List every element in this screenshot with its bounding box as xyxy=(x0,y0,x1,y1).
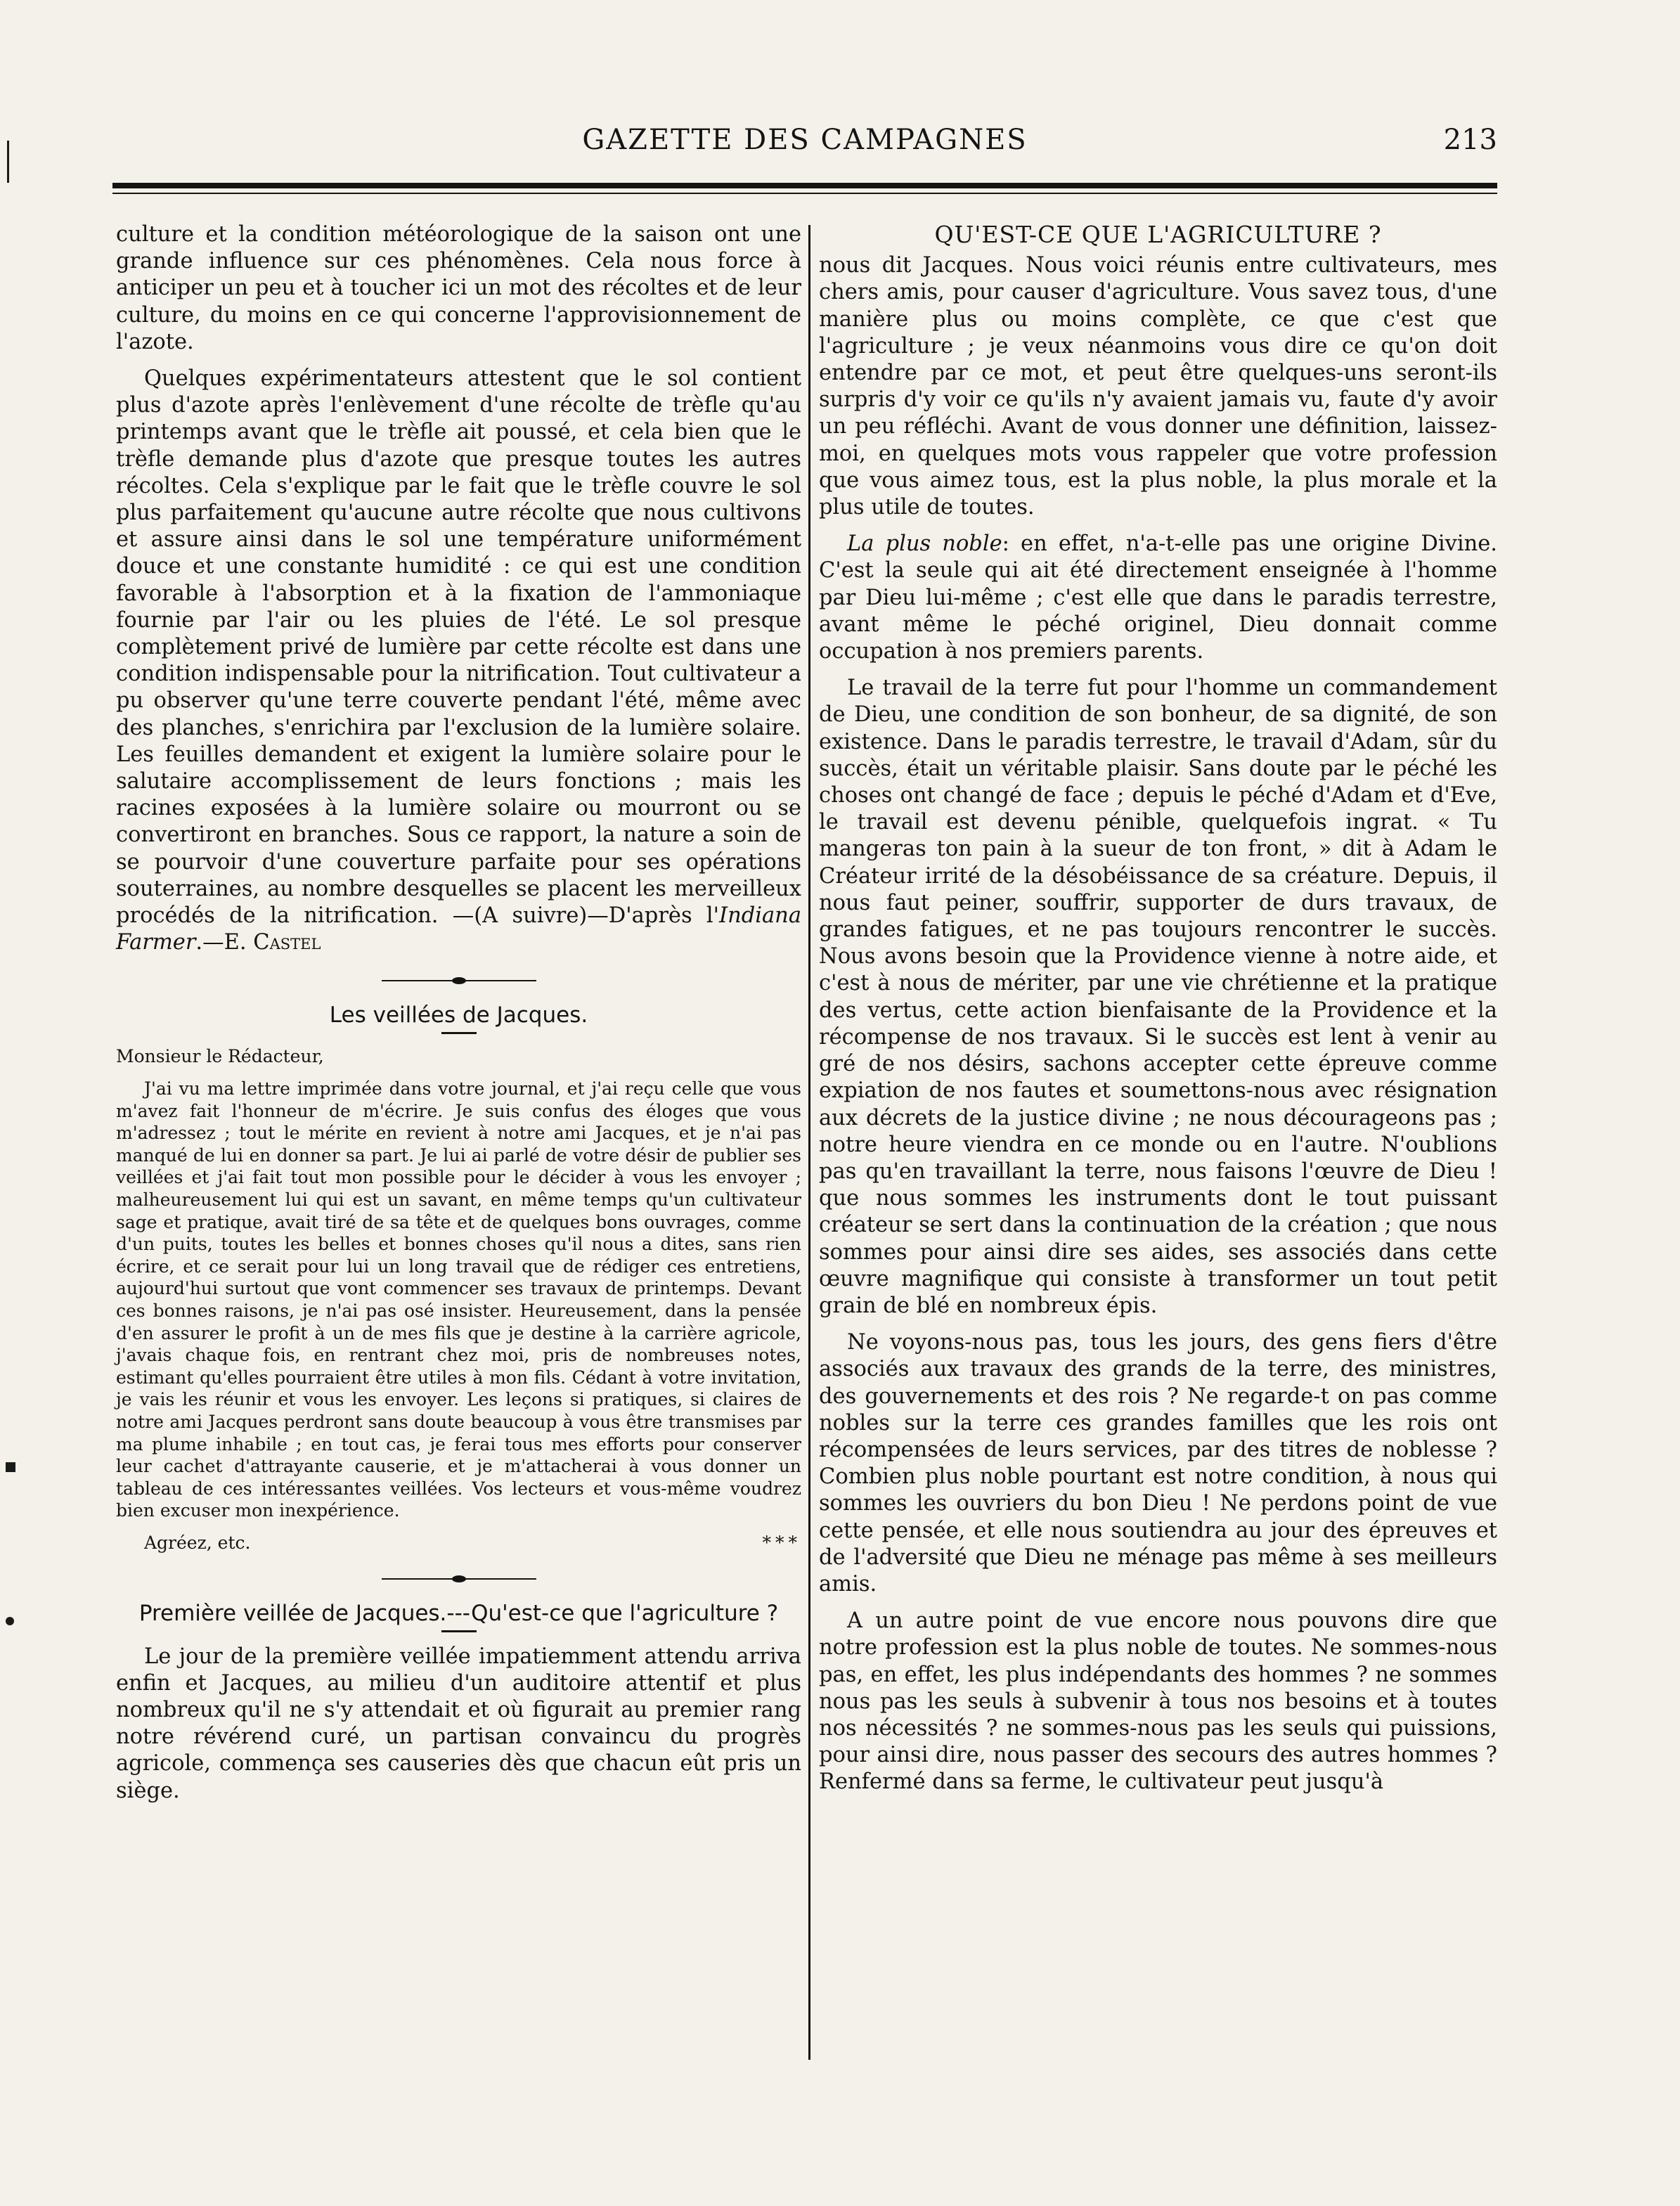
credit-source: Indiana Farmer xyxy=(116,903,802,955)
section-heading-agriculture: QU'EST-CE QUE L'AGRICULTURE ? xyxy=(934,221,1382,248)
right-paragraph-3: Le travail de la terre fut pour l'homme un commandement de Dieu, une condition de son bonheur, de sa dignité, de son existence. Dans le paradis terrestre, le travail d'Adam, sûr du succès, était un véritable plaisir. Sans doute par le péché les choses ont changé de face ; depuis le péché d'Adam et d'Eve, le travail est devenu pénible, quelquefois ingrat. « Tu mangeras ton pain à la sueur de ton front, » dit à Adam le Créateur irrité de la désobéissance de sa créature. Depuis, il nous faut peiner, souffrir, supporter de durs travaux, de grandes fatigues, et ne pas toujours rencontrer le succès. Nous avons besoin que la Providence vienne à notre aide, et c'est à nous de mériter, par une vie chrétienne et la pratique des vertus, cette action bienfaisante de la Providence et la récompense de nos travaux. Si le succès est lent à venir au gré de nos désirs, sachons accepter cette épreuve comme expiation de nos fautes et soumettons-nous avec résignation aux décrets de la justice divine ; ne nous décourageons pas ; notre heure viendra en ce monde ou en l'autre. N'oublions pas qu'en travaillant la terre, nous faisons l'œuvre de Dieu ! que nous sommes les instruments dont le tout puissant créateur se sert dans la continuation de la création ; que nous sommes pour ainsi dire ses aides, ses associés dans cette œuvre magnifique qui consiste à transformer un tout petit grain de blé en nombreux épis. xyxy=(819,676,1497,1318)
right-paragraph-2-text: : en effet, n'a-t-elle pas une origine Divine. C'est la seule qui ait été directement enseignée à l'homme par Dieu lui-même ; c'est elle que dans le paradis terrestre, avant même le péché originel, Dieu donnait comme occupation à nos premiers parents. xyxy=(819,531,1497,664)
right-paragraph-2 xyxy=(819,531,1497,665)
margin-mark-3 xyxy=(6,1617,14,1625)
header-rule-thin xyxy=(112,193,1497,194)
left-paragraph-2 xyxy=(116,366,801,956)
credit-author: Castel xyxy=(253,930,321,955)
left-paragraph-1: culture et la condition météorologique de la saison ont une grande influence sur ces phénomènes. Cela nous force à anticiper un peu et à toucher ici un mot des récoltes et de leur culture, du moins en ce qui concerne l'approvisionnement de l'azote. xyxy=(116,222,801,354)
left-column xyxy=(116,221,801,1814)
page-header xyxy=(112,120,1497,162)
credit-mid: .—E. xyxy=(195,930,254,955)
letter-body: J'ai vu ma lettre imprimée dans votre journal, et j'ai reçu celle que vous m'avez fait l'honneur de m'écrire. Je suis confus des éloges que vous m'adressez ; tout le mérite en revient à notre ami Jacques, et je n'ai pas manqué de lui en donner sa part. Je lui ai parlé de votre désir de publier ses veillées et j'ai fait tout mon possible pour le décider à vous les envoyer ; malheureusement lui qui est un savant, en même temps qu'un cultivateur sage et pratique, avait tiré de sa tête et de quelques bons ouvrages, comme d'un puits, toutes les belles et bonnes choses qu'il nous a dites, sans rien écrire, et ce serait pour lui un long travail que de rédiger ces entretiens, aujourd'hui surtout que vont commencer ses travaux de printemps. Devant ces bonnes raisons, je n'ai pas osé insister. Heureusement, dans la pensée d'en assurer le profit à un de mes fils que je destine à la carrière agricole, j'avais chaque fois, en rentrant chez moi, pris de nombreuses notes, estimant qu'elles pourraient être utiles à mon fils. Cédant à votre invitation, je vais les réunir et vous les envoyer. Les leçons si pratiques, si claires de notre ami Jacques perdront sans doute beaucoup à vous être transmises par ma plume inhabile ; en tout cas, je ferai tous mes efforts pour conserver leur cachet d'attrayante causerie, et je m'attacherai à vous donner un tableau de ces intéressantes veillées. Vos lecteurs et vous-même voudrez bien excuser mon inexpérience. xyxy=(116,1078,801,1521)
right-paragraph-5: A un autre point de vue encore nous pouvons dire que notre profession est la plus noble de toutes. Ne sommes-nous pas, en effet, les plus indépendants des hommes ? ne sommes nous pas les seuls à subvenir à tous nos besoins et à toutes nos nécessités ? ne sommes-nous pas les seuls qui puissions, pour ainsi dire, nous passer des secours des autres hommes ? Renfermé dans sa ferme, le cultivateur peut jusqu'à xyxy=(819,1608,1497,1795)
letter-salutation: Monsieur le Rédacteur, xyxy=(116,1046,324,1067)
right-column xyxy=(819,221,1497,1806)
heading-dash-1 xyxy=(441,1032,477,1034)
page-number: 213 xyxy=(1443,124,1497,156)
credit-prefix: —(A suivre)—D'après l' xyxy=(452,903,720,929)
heading-dash-2 xyxy=(441,1630,477,1632)
section-heading-veillees: Les veillées de Jacques. xyxy=(329,1002,588,1028)
section-ornament-1 xyxy=(382,977,536,984)
column-divider xyxy=(808,225,810,2060)
right-paragraph-1: nous dit Jacques. Nous voici réunis entre cultivateurs, mes chers amis, pour causer d'agriculture. Vous savez tous, d'une manière plus ou moins complète, ce que c'est que l'agriculture ; je veux néanmoins vous dire ce qu'on doit entendre par ce mot, et peut être quelques-uns seront-ils surpris d'y voir ce qu'ils n'y avaient jamais vu, faute d'y avoir un peu réfléchi. Avant de vous donner une définition, laissez-moi, en quelques mots vous rappeler que votre profession que vous aimez tous, est la plus noble, la plus morale et la plus utile de toutes. xyxy=(819,253,1497,520)
right-paragraph-2-italic: La plus noble xyxy=(847,531,1002,557)
closing-text: Agréez, etc. xyxy=(144,1532,251,1553)
margin-mark-2 xyxy=(6,1462,15,1472)
signature-stars: *** xyxy=(762,1532,801,1553)
left-paragraph-2-text: Quelques expérimentateurs attestent que le sol contient plus d'azote après l'enlèvement d'une récolte de trèfle qu'au printemps avant que le trèfle ait poussé, et cela bien que le trèfle demande plus d'azote que presque toutes les autres récoltes. Cela s'explique par le fait que le trèfle couvre le sol plus parfaitement qu'aucune autre récolte que nous cultivons et assure ainsi dans le sol une température uniformément douce et une constante humidité : ce qui est une condition favorable à l'absorption et à la fixation de l'ammoniaque fournie par l'air ou les pluies de l'été. Le sol presque complètement privé de lumière par cette récolte est dans une condition indispensable pour la nitrification. Tout cultivateur a pu observer qu'une terre couverte pendant l'été, même avec des planches, s'enrichira par l'exclusion de la lumière solaire. Les feuilles demandent et exigent la lumière solaire pour le salutaire accomplissement de leurs fonctions ; mais les racines exposées à la lumière solaire ou mourront ou se convertiront en branches. Sous ce rapport, la nature a soin de se pourvoir d'une couverture parfaite pour ses opérations souterraines, au nombre desquelles se placent les merveilleux procédés de la nitrification. xyxy=(116,366,801,929)
header-rule-thick xyxy=(112,183,1497,188)
letter-closing xyxy=(116,1532,801,1554)
section-heading-premiere-veillee: Première veillée de Jacques.---Qu'est-ce que l'agriculture ? xyxy=(138,1600,779,1626)
section-ornament-2 xyxy=(382,1575,536,1582)
right-paragraph-4: Ne voyons-nous pas, tous les jours, des gens fiers d'être associés aux travaux des grands de la terre, des ministres, des gouvernements et des rois ? Ne regarde-t on pas comme nobles sur la terre ces grandes familles que les rois ont récompensées de leurs services, par des titres de noblesse ? Combien plus noble pourtant est notre condition, à nous qui sommes les ouvriers du bon Dieu ! Ne perdons point de vue cette pensée, et elle nous soutiendra au jour des épreuves et de l'adversité que Dieu ne ménage pas même à ses meilleurs amis. xyxy=(819,1330,1497,1597)
left-paragraph-3: Le jour de la première veillée impatiemment attendu arriva enfin et Jacques, au milieu d'un auditoire attentif et plus nombreux qu'il ne s'y attendait et où figurait au premier rang notre révérend curé, un partisan convaincu du progrès agricole, commença ses causeries dès que chacun eût pris un siège. xyxy=(116,1644,801,1803)
margin-mark-1 xyxy=(7,141,9,183)
running-title: GAZETTE DES CAMPAGNES xyxy=(582,124,1028,156)
